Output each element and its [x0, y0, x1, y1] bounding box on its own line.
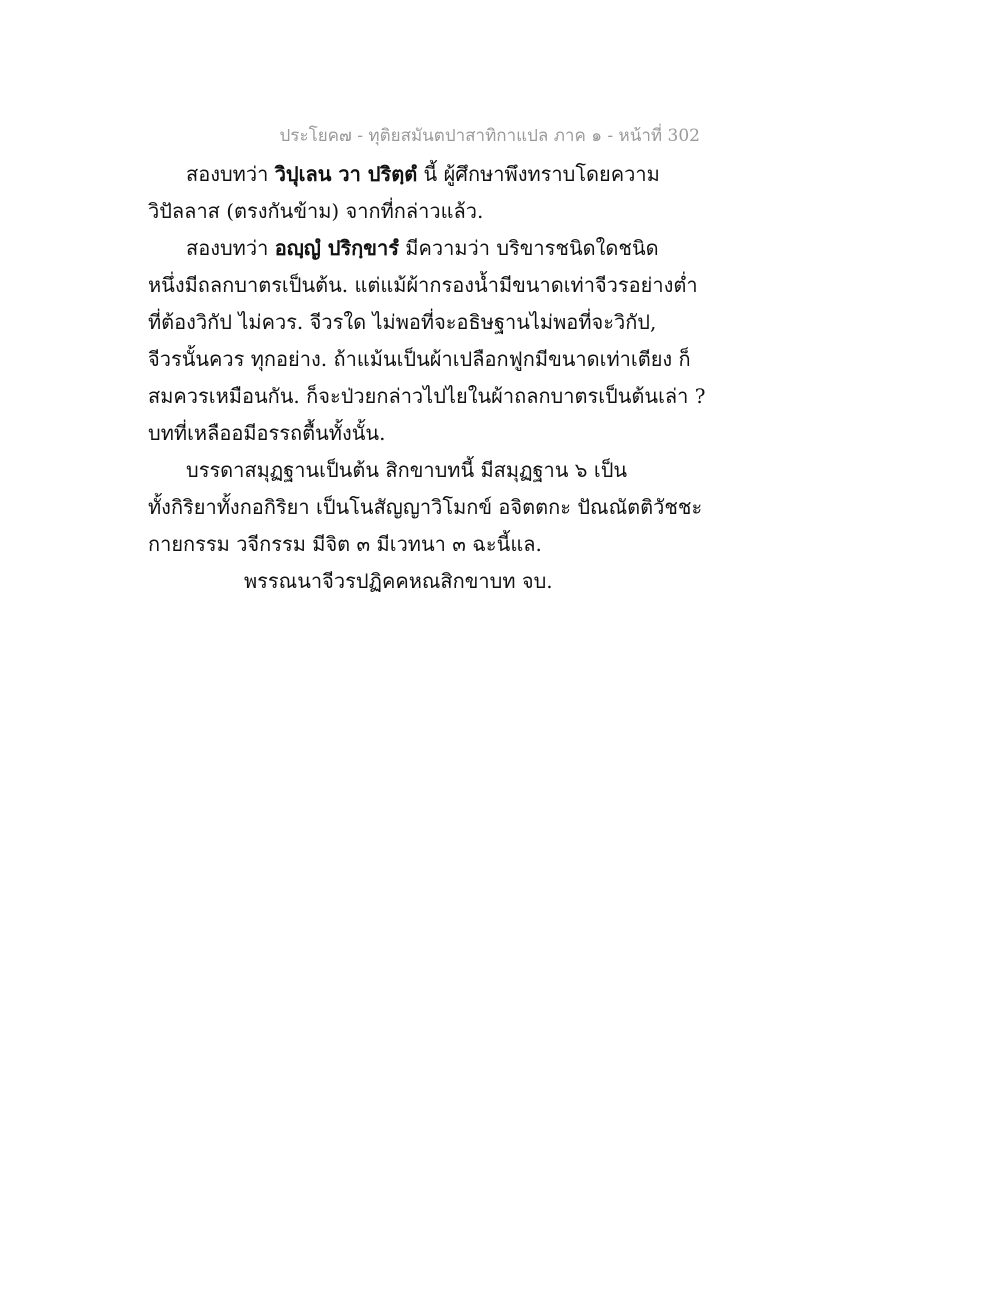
paragraph-line: จีวรนั้นควร ทุกอย่าง. ถ้าแม้นเป็นผ้าเปลือกฟูกมีขนาดเท่าเตียง ก็: [148, 347, 691, 371]
text-run: มีความว่า บริขารชนิดใดชนิด: [398, 236, 659, 260]
text-run: สองบทว่า: [186, 162, 275, 186]
closing-line: [148, 563, 708, 600]
document-body: [148, 156, 708, 600]
paragraph-line: [148, 156, 708, 193]
paragraph-line: [148, 230, 708, 267]
paragraph-1: [148, 156, 708, 230]
paragraph-line: วิปัลลาส (ตรงกันข้าม) จากที่กล่าวแล้ว.: [148, 199, 484, 223]
pali-term: วิปุเลน วา ปริตฺตํ: [274, 162, 418, 186]
page-header: ประโยค๗ - ทุติยสมันตปาสาทิกาแปล ภาค ๑ - หน้าที่ 302: [279, 126, 700, 146]
paragraph-line: สมควรเหมือนกัน. ก็จะป่วยกล่าวไปไยในผ้าถลกบาตรเป็นต้นเล่า ?: [148, 384, 706, 408]
paragraph-line: กายกรรม วจีกรรม มีจิต ๓ มีเวทนา ๓ ฉะนี้แล.: [148, 532, 542, 556]
paragraph-line: ที่ต้องวิกัป ไม่ควร. จีวรใด ไม่พอที่จะอธิษฐานไม่พอที่จะวิกัป,: [148, 310, 657, 334]
text-run: สองบทว่า: [186, 236, 275, 260]
paragraph-line: บรรดาสมุฏฐานเป็นต้น สิกขาบทนี้ มีสมุฏฐาน ๖ เป็น: [186, 458, 628, 482]
section-end-title: พรรณนาจีวรปฏิคคหณสิกขาบท จบ.: [244, 569, 553, 593]
paragraph-2: [148, 230, 708, 452]
paragraph-line: บทที่เหลืออมีอรรถตื้นทั้งนั้น.: [148, 421, 386, 445]
paragraph-3: [148, 452, 708, 563]
text-run: นี้ ผู้ศึกษาพึงทราบโดยความ: [417, 162, 660, 186]
paragraph-line: ทั้งกิริยาทั้งกอกิริยา เป็นโนสัญญาวิโมกข์ อจิตตกะ ปัณณัตติวัชชะ: [148, 495, 703, 519]
pali-term: อญฺญํ ปริกฺขารํ: [274, 236, 399, 260]
paragraph-line: หนึ่งมีถลกบาตรเป็นต้น. แต่แม้ผ้ากรองน้ำมีขนาดเท่าจีวรอย่างต่ำ: [148, 273, 698, 297]
